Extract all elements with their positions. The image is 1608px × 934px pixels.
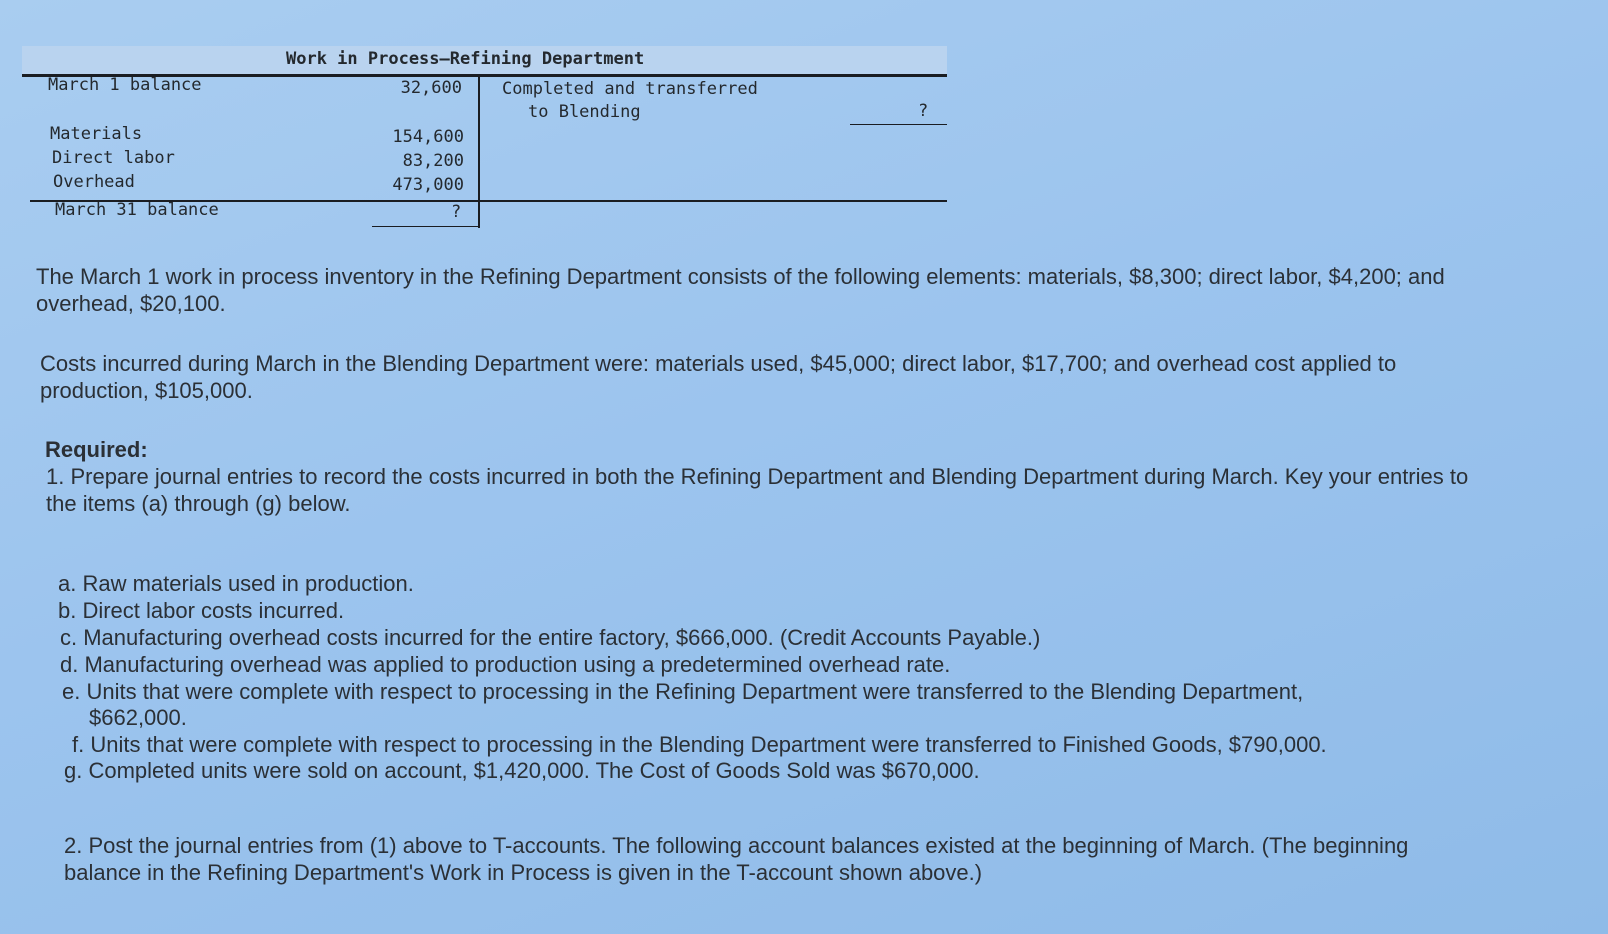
transfer-underline xyxy=(850,124,947,125)
materials-label: Materials xyxy=(50,124,143,144)
march1-label: March 1 balance xyxy=(48,75,202,95)
item-e: e. Units that were complete with respect to processing in the Refining Department were transferred to the Blending Department, xyxy=(62,679,1304,704)
required-item-2: 2. Post the journal entries from (1) above to T-accounts. The following account balances existed at the beginning of March. (The beginning balance in the Refining Department's Work in Process is given in the T-account shown above.) xyxy=(64,833,1409,885)
transfer-value: ? xyxy=(918,101,929,121)
march31-value: ? xyxy=(451,202,462,222)
transfer-label-line2: to Blending xyxy=(528,102,641,122)
ending-underline xyxy=(372,226,480,227)
march1-value: 32,600 xyxy=(400,78,462,98)
item-c: c. Manufacturing overhead costs incurred for the entire factory, $666,000. (Credit Accounts Payable.) xyxy=(60,625,1041,650)
item-g: g. Completed units were sold on account, $1,420,000. The Cost of Goods Sold was $670,000. xyxy=(64,758,980,783)
required-item-1: 1. Prepare journal entries to record the costs incurred in both the Refining Department and Blending Department during March. Key your entries to the items (a) through (g) below. xyxy=(46,464,1469,516)
march31-label: March 31 balance xyxy=(55,200,219,220)
required-heading: Required: xyxy=(45,437,148,462)
t-account-divider xyxy=(478,74,480,228)
paragraph-refining-elements: The March 1 work in process inventory in the Refining Department consists of the following elements: materials, $8,300; direct labor, $4,200; and overhead, $20,100. xyxy=(36,264,1445,316)
item-b: b. Direct labor costs incurred. xyxy=(58,598,345,623)
item-e-amount: $662,000. xyxy=(89,705,187,730)
paragraph-blending-costs: Costs incurred during March in the Blending Department were: materials used, $45,000; direct labor, $17,700; and overhead cost applied to production, $105,000. xyxy=(40,351,1397,403)
transfer-label-line1: Completed and transferred xyxy=(502,79,758,99)
direct-labor-value: 83,200 xyxy=(402,151,464,171)
item-d: d. Manufacturing overhead was applied to production using a predetermined overhead rate. xyxy=(60,652,951,677)
overhead-label: Overhead xyxy=(53,172,135,192)
item-f: f. Units that were complete with respect to processing in the Blending Department were transferred to Finished Goods, $790,000. xyxy=(72,732,1327,757)
item-a: a. Raw materials used in production. xyxy=(58,571,414,596)
materials-value: 154,600 xyxy=(392,127,464,147)
overhead-value: 473,000 xyxy=(392,175,464,195)
t-account-title: Work in Process—Refining Department xyxy=(286,49,645,69)
direct-labor-label: Direct labor xyxy=(52,148,175,168)
